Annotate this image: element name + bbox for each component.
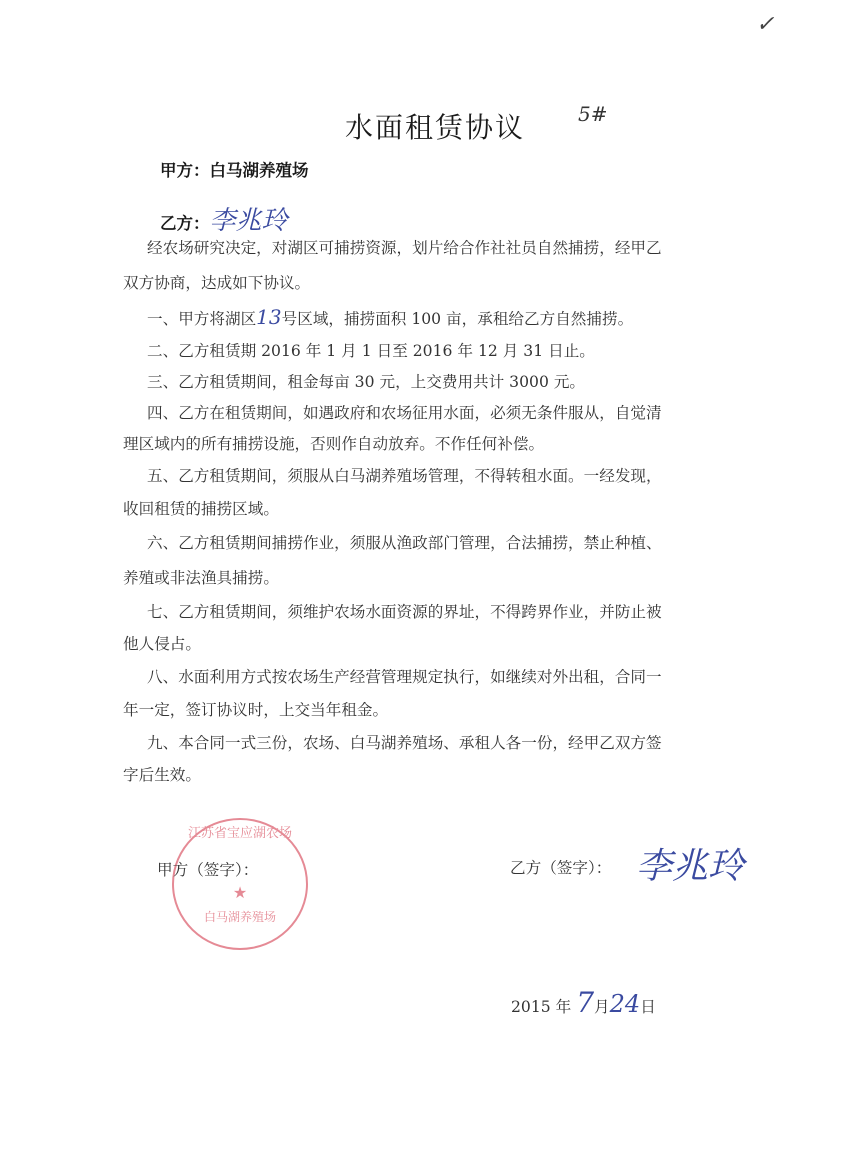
clause-7-line1: 七、乙方租赁期间，须维护农场水面资源的界址，不得跨界作业，并防止被	[147, 603, 662, 621]
party-b-label: 乙方：	[160, 214, 210, 233]
party-b-signature-label: 乙方（签字）：	[510, 859, 612, 877]
party-a-label: 甲方：	[160, 161, 210, 180]
date-day-handwritten: 24	[609, 990, 641, 1018]
party-a-seal-stamp	[172, 818, 308, 950]
signing-date	[511, 986, 656, 1019]
clause-8-line1: 八、水面利用方式按农场生产经营管理规定执行，如继续对外出租，合同一	[147, 668, 662, 686]
party-b	[160, 200, 288, 237]
clause-7-line2: 他人侵占。	[123, 635, 201, 653]
clause-intro-line2: 双方协商，达成如下协议。	[123, 274, 311, 292]
date-month-unit: 月	[594, 998, 610, 1016]
clause-4-line2: 理区域内的所有捕捞设施，否则作自动放弃。不作任何补偿。	[123, 435, 545, 453]
clause-4-line1: 四、乙方在租赁期间，如遇政府和农场征用水面，必须无条件服从，自觉清	[147, 404, 662, 422]
clause-5-line1: 五、乙方租赁期间，须服从白马湖养殖场管理，不得转租水面。一经发现，	[147, 467, 662, 485]
clause-9-line1: 九、本合同一式三份，农场、白马湖养殖场、承租人各一份，经甲乙双方签	[147, 734, 662, 752]
party-b-signature: 李兆玲	[636, 846, 745, 887]
clause-intro-line1: 经农场研究决定，对湖区可捕捞资源，划片给合作社社员自然捕捞，经甲乙	[147, 239, 662, 257]
clause-9-line2: 字后生效。	[123, 766, 201, 784]
stamp-bottom-text: 白马湖养殖场	[203, 910, 276, 924]
clause-6-line2: 养殖或非法渔具捕捞。	[123, 569, 279, 587]
date-month-handwritten: 7	[576, 986, 595, 1019]
clause-8-line2: 年一定，签订协议时，上交当年租金。	[123, 701, 389, 719]
date-year: 2015 年	[511, 998, 572, 1016]
page-note: 5#	[578, 102, 608, 126]
party-b-handwritten-name: 李兆玲	[209, 206, 288, 236]
clause-6-line1: 六、乙方租赁期间捕捞作业，须服从渔政部门管理，合法捕捞，禁止种植、	[147, 534, 662, 552]
zone-number-handwritten: 13	[256, 305, 282, 329]
stamp-top-text: 江苏省宝应湖农场	[187, 826, 292, 841]
clause-1-text-b: 号区域，捕捞面积 100 亩，承租给乙方自然捕捞。	[281, 310, 634, 328]
check-mark: ✓	[756, 12, 775, 37]
stamp-star-icon: ★	[232, 883, 248, 902]
date-day-unit: 日	[640, 998, 656, 1016]
clause-2: 二、乙方租赁期 2016 年 1 月 1 日至 2016 年 12 月 31 日止。	[147, 342, 595, 360]
clause-1	[147, 305, 633, 329]
document-title: 水面租赁协议	[345, 111, 526, 144]
party-a	[160, 157, 309, 181]
clause-5-line2: 收回租赁的捕捞区域。	[123, 500, 279, 518]
party-a-name: 白马湖养殖场	[209, 161, 309, 180]
clause-1-text-a: 一、甲方将湖区	[147, 310, 257, 328]
clause-3: 三、乙方租赁期间，租金每亩 30 元，上交费用共计 3000 元。	[147, 373, 586, 391]
party-a-signature-label: 甲方（签字）：	[157, 861, 259, 879]
